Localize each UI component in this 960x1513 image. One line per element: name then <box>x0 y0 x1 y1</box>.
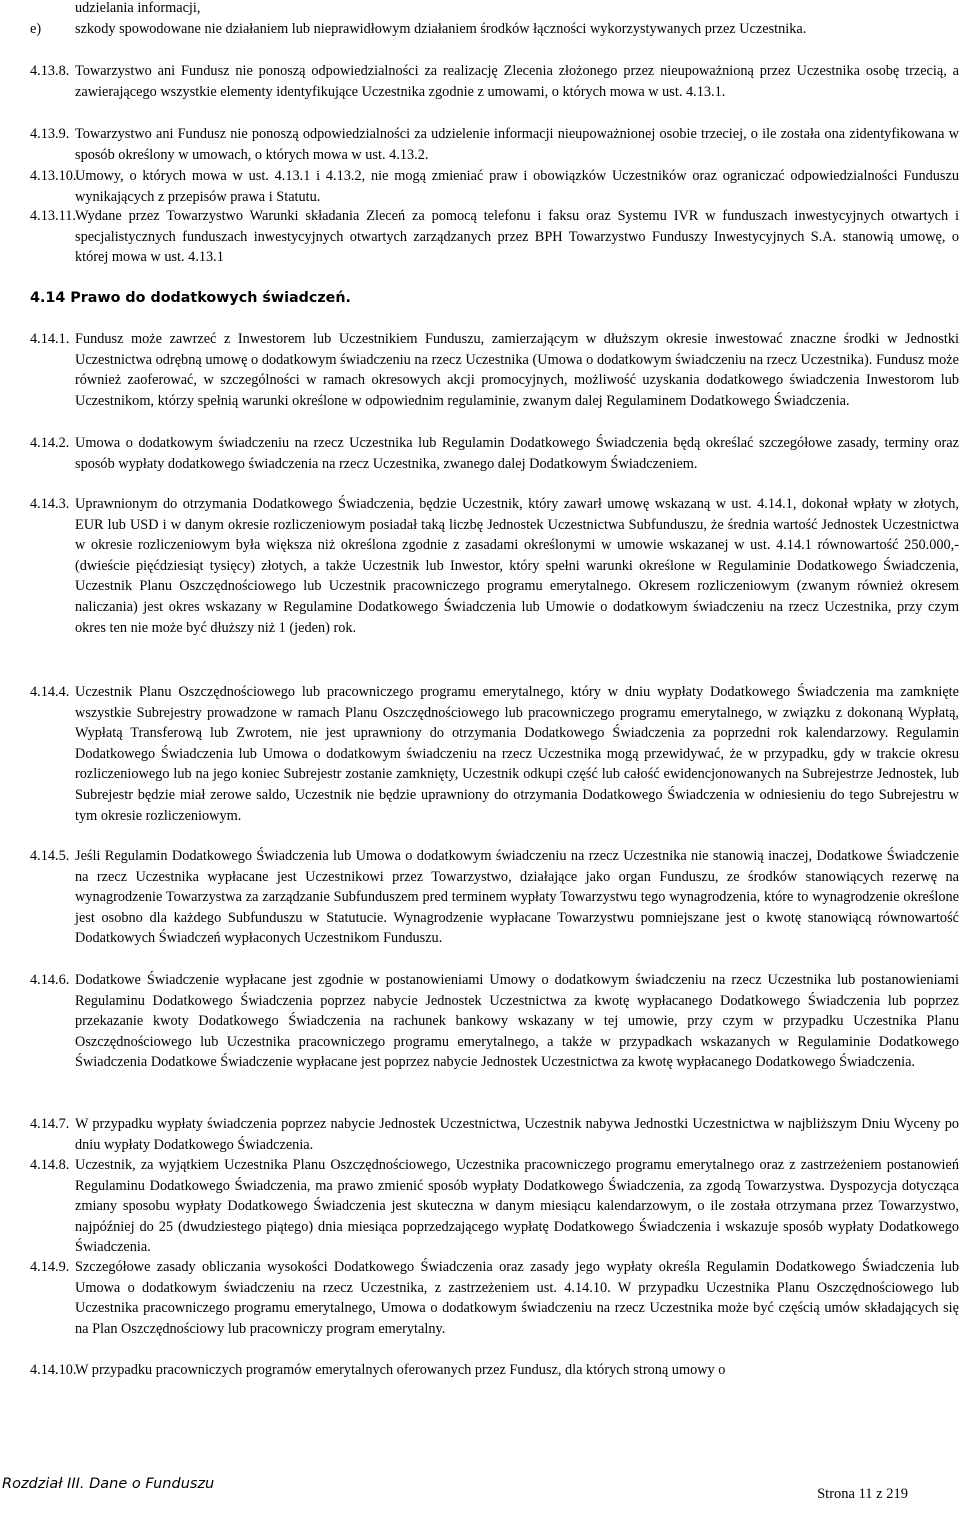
paragraph-text: Dodatkowe Świadczenie wypłacane jest zgodnie w postanowieniami Umowy o dodatkowym świadczeniu na rzecz Uczestnika lub postanowieniami Regulaminu Dodatkowego Świadczenia poprzez nabycie Jednostek Uczestnictwa za kwotę wypłacanego Dodatkowego Świadczenia lub poprzez przekazanie kwoty Dodatkowego Świadczenia na rachunek bankowy wskazany w tej umowie, przy czym w przypadku Uczestnika Planu Oszczędnościowego lub Uczestnika pracowniczego programu emerytalnego, a także w przypadkach wskazanych w Regulaminie Dodatkowego Świadczenia Dodatkowe Świadczenie wypłacane jest poprzez nabycie Jednostek Uczestnictwa za kwotę wypłacanego Dodatkowego Świadczenia. <box>75 972 959 1071</box>
paragraph-label: 4.14.7. <box>30 1116 70 1132</box>
paragraph-label: 4.13.10. <box>30 168 77 184</box>
paragraph-label: 4.14.1. <box>30 331 70 347</box>
paragraph-text: Fundusz może zawrzeć z Inwestorem lub Uczestnikiem Funduszu, zamierzającym w dłuższym okresie inwestować znaczne środki w Jednostki Uczestnictwa odrębną umowę o dodatkowym świadczeniu na rzecz Uczestnika (Umowa o dodatkowym świadczeniu na rzecz Uczestnika). Fundusz może również zaoferować, w szczególności w ramach okresowych akcji promocyjnych, możliwość uzyskania dodatkowego świadczenia Inwestorom lub Uczestnikom, którzy spełnią warunki określone w odpowiednim regulaminie, zwanym dalej Regulaminem Dodatkowego Świadczenia. <box>75 331 959 409</box>
paragraph-text: W przypadku pracowniczych programów emerytalnych oferowanych przez Fundusz, dla których stroną umowy o <box>75 1362 726 1378</box>
paragraph-4-13-11 <box>30 206 959 268</box>
paragraph-text: Umowy, o których mowa w ust. 4.13.1 i 4.13.2, nie mogą zmieniać praw i obowiązków Uczestników oraz ograniczać odpowiedzialności Funduszu wynikających z przepisów prawa i Statutu. <box>75 168 959 205</box>
paragraph-4-14-10 <box>30 1360 959 1381</box>
paragraph-label: 4.14.2. <box>30 435 70 451</box>
paragraph-4-14-9 <box>30 1257 959 1339</box>
section-heading: 4.14 Prawo do dodatkowych świadczeń. <box>30 290 351 306</box>
paragraph-label: 4.14.10. <box>30 1362 77 1378</box>
paragraph-4-13-8 <box>30 61 959 102</box>
paragraph-4-14-1 <box>30 329 959 411</box>
paragraph-4-14-2 <box>30 433 959 474</box>
paragraph-4-14-6 <box>30 970 959 1073</box>
paragraph-4-14-5 <box>30 846 959 949</box>
paragraph-label: 4.14.6. <box>30 972 70 988</box>
paragraph-label: 4.14.5. <box>30 848 70 864</box>
paragraph-label: 4.14.9. <box>30 1259 70 1275</box>
paragraph-label: e) <box>30 21 42 37</box>
paragraph-text: Uczestnik, za wyjątkiem Uczestnika Planu Oszczędnościowego, Uczestnika pracowniczego programu emerytalnego oraz z zastrzeżeniem postanowień Regulaminu Dodatkowego Świadczenia, ma prawo zmienić sposób wypłaty Dodatkowego Świadczenia, za zgodą Towarzystwa. Dyspozycja dotycząca zmiany sposobu wypłaty Dodatkowego Świadczenia jest skuteczna w danym miesiącu kalendarzowym, o ile została otrzymana przez Towarzystwo, najpóźniej do 25 (dwudziestego piątego) dnia miesiąca poprzedzającego wypłatę Dodatkowego Świadczenia i wskazuje sposób wypłaty Dodatkowego Świadczenia. <box>75 1157 959 1256</box>
paragraph-text: Umowa o dodatkowym świadczeniu na rzecz Uczestnika lub Regulamin Dodatkowego Świadczenia będą określać szczegółowe zasady, terminy oraz sposób wypłaty dodatkowego świadczenia na rzecz Uczestnika, zwanego dalej Dodatkowym Świadczeniem. <box>75 435 959 472</box>
paragraph-4-13-10 <box>30 166 959 207</box>
paragraph-text: Wydane przez Towarzystwo Warunki składania Zleceń za pomocą telefonu i faksu oraz Systemu IVR w funduszach inwestycyjnych otwartych i specjalistycznych funduszach inwestycyjnych otwartych zarządzanych przez BPH Towarzystwo Funduszy Inwestycyjnych S.A. stanowią umowę, o której mowa w ust. 4.13.1 <box>75 208 959 266</box>
paragraph-text: szkody spowodowane nie działaniem lub nieprawidłowym działaniem środków łączności wykorzystywanych przez Uczestnika. <box>75 21 807 37</box>
paragraph-4-14-8 <box>30 1155 959 1258</box>
paragraph-text: Szczegółowe zasady obliczania wysokości Dodatkowego Świadczenia oraz zasady jego wypłaty określa Regulamin Dodatkowego Świadczenia lub Umowa o dodatkowym świadczeniu na rzecz Uczestnika, z zastrzeżeniem ust. 4.14.10. W przypadku Uczestnika Planu Oszczędnościowego lub Uczestnika pracowniczego programu emerytalnego, Umowa o dodatkowym świadczeniu na rzecz Uczestnika może być częścią umów składających się na Plan Oszczędnościowy lub pracowniczy program emerytalny. <box>75 1259 959 1337</box>
list-item-e <box>30 19 959 40</box>
paragraph-4-14-3 <box>30 494 959 638</box>
paragraph-label: 4.13.11. <box>30 208 76 224</box>
paragraph-text: Towarzystwo ani Fundusz nie ponoszą odpowiedzialności za realizację Zlecenia złożonego przez nieupoważnioną przez Uczestnika osobę trzecią, a zawierającego wszystkie elementy identyfikujące Uczestnika zgodnie z umowami, o których mowa w ust. 4.13.1. <box>75 63 959 100</box>
paragraph-label: 4.14.8. <box>30 1157 70 1173</box>
paragraph-label: 4.14.4. <box>30 684 70 700</box>
paragraph-label: 4.13.9. <box>30 126 70 142</box>
paragraph-text: Jeśli Regulamin Dodatkowego Świadczenia lub Umowa o dodatkowym świadczeniu na rzecz Uczestnika nie stanowią inaczej, Dodatkowe Świadczenie na rzecz Uczestnika wypłacane jest Uczestnikowi przez Towarzystwo, działające jako organ Funduszu, ze środków stanowiących rezerwę na wynagrodzenie Towarzystwa za zarządzanie Subfunduszem pred terminem wypłaty Towarzystwu tego wynagrodzenia, które to wynagrodzenie określone jest osobno dla każdego Subfunduszu w Statutucie. Wynagrodzenie wypłacane Towarzystwu pomniejszane jest o kwotę stanowiącą równowartość Dodatkowych Świadczeń wypłaconych Uczestnikom Funduszu. <box>75 848 959 947</box>
paragraph-text: Uprawnionym do otrzymania Dodatkowego Świadczenia, będzie Uczestnik, który zawarł umowę wskazaną w ust. 4.14.1, dokonał wpłaty w złotych, EUR lub USD i w danym okresie rozliczeniowym posiadał taką liczbę Jednostek Uczestnictwa Subfunduszu, że średnia wartość Jednostek Uczestnictwa w okresie rozliczeniowym była większa niż określona zgodnie z zasadami określonymi w umowie wskazanej w ust. 4.14.1 równowartość 250.000,- (dwieście pięćdziesiąt tysięcy) złotych, a także Uczestnik lub Inwestor, który spełni warunki określone w Regulaminie Dodatkowego Świadczenia, Uczestnik Planu Oszczędnościowego lub Uczestnik pracowniczego programu emerytalnego. Okresem rozliczeniowym (zwanym również okresem naliczania) jest okres wskazany w Regulamine Dodatkowego Świadczenia lub Umowie o dodatkowym świadczeniu na rzecz Uczestnika, przy czym okres ten nie może być dłuższy niż 1 (jeden) rok. <box>75 496 959 636</box>
paragraph-label: 4.13.8. <box>30 63 70 79</box>
paragraph-text: udzielania informacji, <box>75 0 201 16</box>
footer-page-number: Strona 11 z 219 <box>817 1486 908 1502</box>
footer-chapter: Rozdział III. Dane o Funduszu <box>2 1476 215 1492</box>
paragraph-text: W przypadku wypłaty świadczenia poprzez nabycie Jednostek Uczestnictwa, Uczestnik nabywa Jednostki Uczestnictwa w najbliższym Dniu Wyceny po dniu wypłaty Dodatkowego Świadczenia. <box>75 1116 959 1153</box>
paragraph-text: Uczestnik Planu Oszczędnościowego lub pracowniczego programu emerytalnego, który w dniu wypłaty Dodatkowego Świadczenia ma zamknięte wszystkie Subrejestry prowadzone w ramach Planu Oszczędnościowego lub pracowniczego programu emerytalnego, w związku z dokonaną Wypłatą, Wypłatą Transferową lub Zwrotem, nie jest uprawniony do otrzymania Dodatkowego Świadczenia za poprzedni rok kalendarzowy. Regulamin Dodatkowego Świadczenia lub Umowa o dodatkowym świadczeniu na rzecz Uczestnika mogą przewidywać, że w przypadku, gdy w trakcie okresu rozliczeniowego lub na jego koniec Subrejestr zostanie zamknięty, Uczestnik odkupi część lub całość ewidencjonowanych na Subrejestrze Jednostek, lub Subrejestr będzie miał zerowe saldo, Uczestnik nie będzie uprawniony do otrzymania Dodatkowego Świadczenia w odniesieniu do tego Subrejestru w tym okresie rozliczeniowym. <box>75 684 959 824</box>
paragraph-4-14-7 <box>30 1114 959 1155</box>
paragraph-label: 4.14.3. <box>30 496 70 512</box>
paragraph-4-13-9 <box>30 124 959 165</box>
paragraph-4-14-4 <box>30 682 959 826</box>
list-item-d-continuation <box>30 0 959 19</box>
paragraph-text: Towarzystwo ani Fundusz nie ponoszą odpowiedzialności za udzielenie informacji nieupoważnionej osobie trzeciej, o ile została ona zidentyfikowana w sposób określony w umowach, o których mowa w ust. 4.13.2. <box>75 126 959 163</box>
